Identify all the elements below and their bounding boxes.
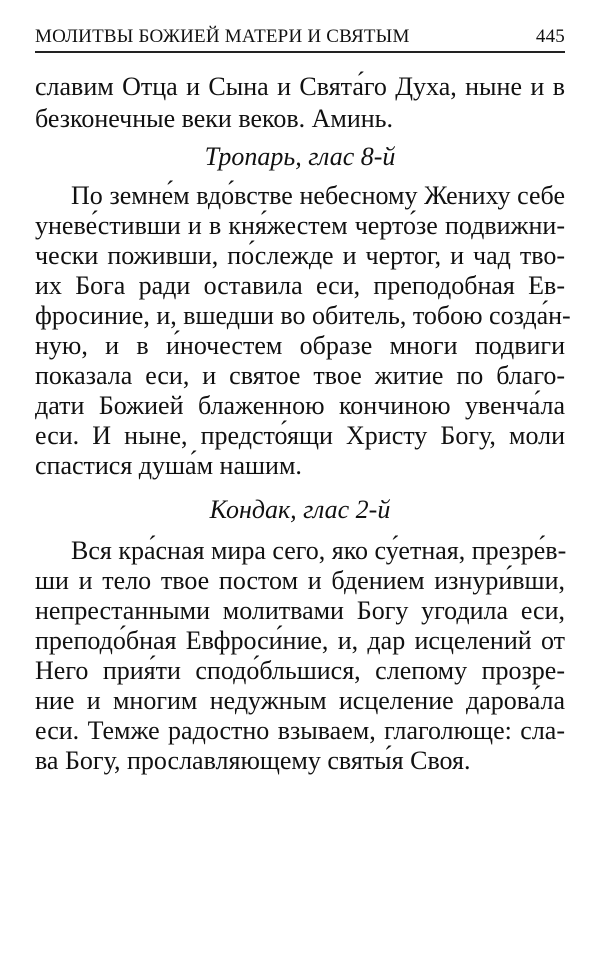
text-line: фросиние, и, вшедши во обитель, тобою созда́н- [35,301,571,330]
text-line: дати Божией блаженною кончиною увенча́ла [35,391,565,420]
text-line: безконечные веки веков. Аминь. [35,104,394,133]
text-line: их Бога ради оставила еси, преподобная Ев- [35,271,565,300]
text-line: чески поживши, по́слежде и чертог, и чад тво- [35,241,565,270]
text-line: показала еси, и святое твое житие по благо- [35,361,565,390]
running-header [35,26,565,50]
text-line: По земне́м вдо́встве небесному Жениху себе [71,181,565,210]
text-line: еси. Темже радостно взываем, глаголюще: сла- [35,716,565,745]
text-line: непрестанными молитвами Богу угодила еси, [35,596,565,625]
text-line: спастися душа́м нашим. [35,451,302,480]
header-rule [35,51,565,53]
intro-paragraph [35,72,565,134]
text-line: еси. И ныне, предсто́ящи Христу Богу, моли [35,421,565,450]
text-line: Вся кра́сная мира сего, яко су́етная, презре́в- [71,536,567,565]
text-line: ную, и в и́ночестем образе многи подвиги [35,331,565,360]
troparion-paragraph [35,181,571,481]
text-line: Него прия́ти сподо́бльшися, слепому прозре- [35,656,565,685]
page-number: 445 [535,26,565,47]
text-line: ние и многим недужным исцеление дарова́ла [35,686,565,715]
running-title: МОЛИТВЫ БОЖИЕЙ МАТЕРИ И СВЯТЫМ [35,26,410,47]
text-line: ва Богу, прославляющему святы́я Своя. [35,746,471,775]
kontakion-paragraph [35,536,565,776]
troparion-heading: Тропарь, глас 8-й [204,142,396,171]
text-line: преподо́бная Евфроси́ние, и, дар исцелений от [35,626,565,655]
text-line: ши и тело твое постом и бдением изнури́вши, [35,566,565,595]
kontakion-heading: Кондак, глас 2-й [209,495,391,524]
text-line: уневе́стивши и в кня́жестем черто́зе подвижни- [35,211,565,240]
text-line: славим Отца и Сына и Свята́го Духа, ныне и в [35,72,565,101]
